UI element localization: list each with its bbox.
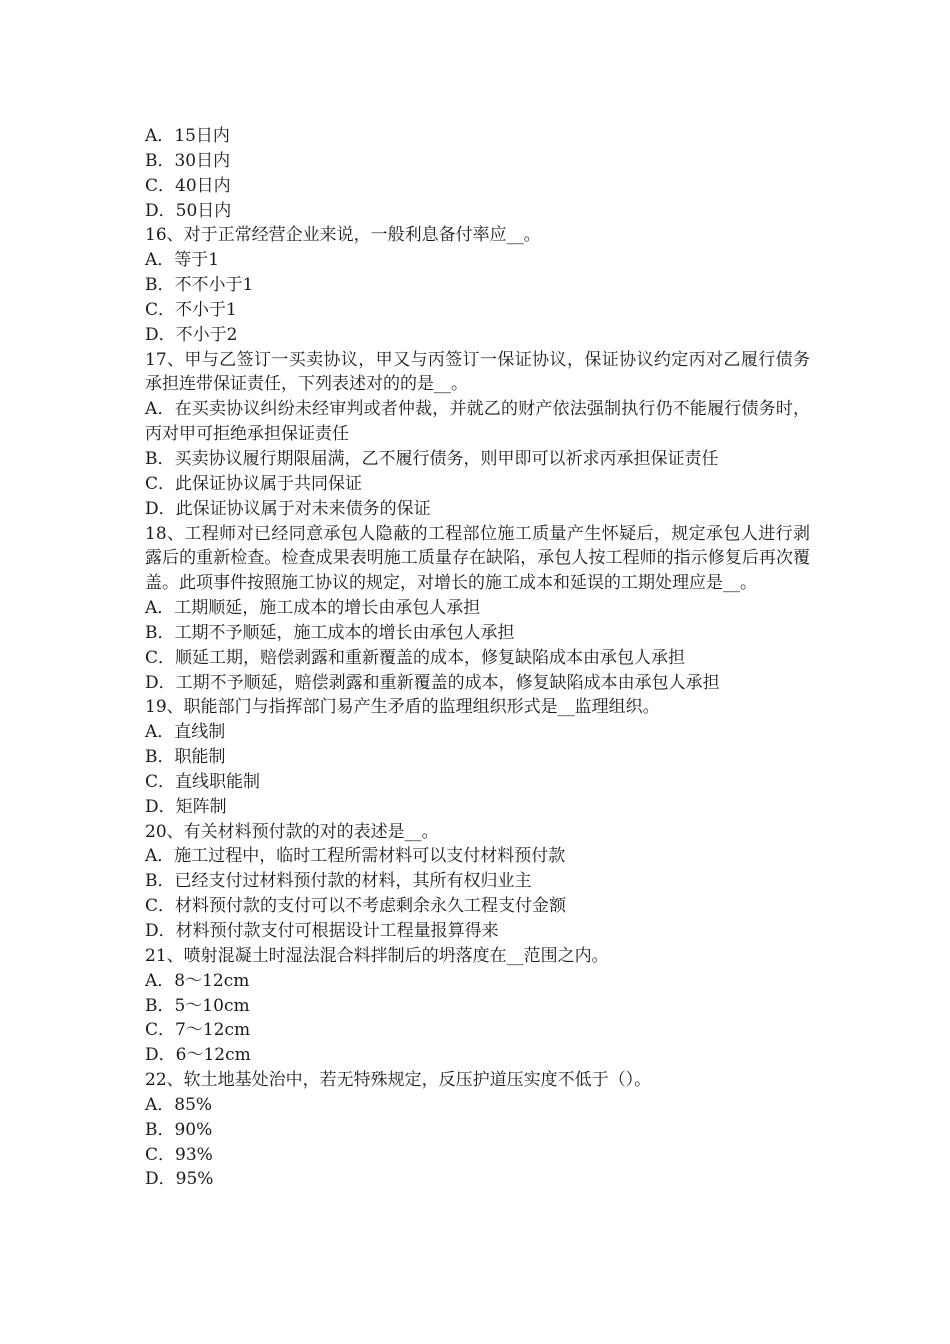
option-d-q19: D．矩阵制: [145, 796, 227, 817]
option-a-q18: A．工期顺延，施工成本的增长由承包人承担: [145, 598, 481, 619]
question-20: 20、有关材料预付款的对的表述是__。: [145, 821, 439, 842]
option-b-q20: B．已经支付过材料预付款的材料，其所有权归业主: [145, 871, 532, 892]
option-a-q16: A．等于1: [145, 250, 220, 271]
option-d-q16: D．不小于2: [145, 324, 238, 345]
option-b-q15: B．30日内: [145, 150, 231, 171]
option-d-q21: D．6～12cm: [145, 1045, 251, 1066]
question-17: 17、甲与乙签订一买卖协议，甲又与丙签订一保证协议，保证协议约定丙对乙履行债务承担连带保证责任，下列表述对的的是__。: [145, 349, 810, 395]
option-d-q17: D．此保证协议属于对未来债务的保证: [145, 498, 431, 519]
option-c-q20: C．材料预付款的支付可以不考虑剩余永久工程支付金额: [145, 896, 567, 917]
question-19: 19、职能部门与指挥部门易产生矛盾的监理组织形式是__监理组织。: [145, 697, 660, 718]
option-c-q18: C．顺延工期，赔偿剥露和重新覆盖的成本，修复缺陷成本由承包人承担: [145, 647, 686, 668]
question-22: 22、软土地基处治中，若无特殊规定，反压护道压实度不低于（）。: [145, 1070, 652, 1091]
option-c-q17: C．此保证协议属于共同保证: [145, 473, 363, 494]
option-b-q21: B．5～10cm: [145, 995, 250, 1016]
question-18: 18、工程师对已经同意承包人隐蔽的工程部位施工质量产生怀疑后，规定承包人进行剥露后的重新检查。检查成果表明施工质量存在缺陷，承包人按工程师的指示修复后再次覆盖。此项事件按照施工协议的规定，对增长的施工成本和延误的工期处理应是__。: [145, 523, 810, 594]
option-d-q22: D．95%: [145, 1169, 214, 1190]
option-d-q18: D．工期不予顺延，赔偿剥露和重新覆盖的成本，修复缺陷成本由承包人承担: [145, 672, 720, 693]
option-d-q20: D．材料预付款支付可根据设计工程量报算得来: [145, 921, 499, 941]
option-c-q22: C．93%: [145, 1144, 213, 1165]
option-c-q15: C．40日内: [145, 175, 231, 196]
option-c-q19: C．直线职能制: [145, 771, 261, 792]
option-a-q19: A．直线制: [145, 722, 226, 743]
question-16: 16、对于正常经营企业来说，一般利息备付率应__。: [145, 225, 541, 246]
option-a-q20: A．施工过程中，临时工程所需材料可以支付材料预付款: [145, 846, 566, 867]
option-c-q21: C．7～12cm: [145, 1020, 251, 1041]
option-a-q21: A．8～12cm: [145, 970, 250, 991]
option-b-q18: B．工期不予顺延，施工成本的增长由承包人承担: [145, 622, 515, 643]
option-b-q16: B．不不小于1: [145, 275, 254, 296]
option-a-q15: A．15日内: [145, 126, 230, 146]
option-b-q22: B．90%: [145, 1119, 213, 1140]
option-a-q17: A．在买卖协议纠纷未经审判或者仲裁，并就乙的财产依法强制执行仍不能履行债务时，丙对甲可拒绝承担保证责任: [145, 399, 810, 445]
option-b-q17: B．买卖协议履行期限届满，乙不履行债务，则甲即可以祈求丙承担保证责任: [145, 448, 719, 469]
option-a-q22: A．85%: [145, 1094, 213, 1115]
option-b-q19: B．职能制: [145, 747, 226, 768]
option-d-q15: D．50日内: [145, 200, 232, 221]
option-c-q16: C．不小于1: [145, 299, 237, 320]
question-text-block: [145, 124, 810, 1192]
question-21: 21、喷射混凝土时湿法混合料拌制后的坍落度在__范围之内。: [145, 945, 609, 966]
